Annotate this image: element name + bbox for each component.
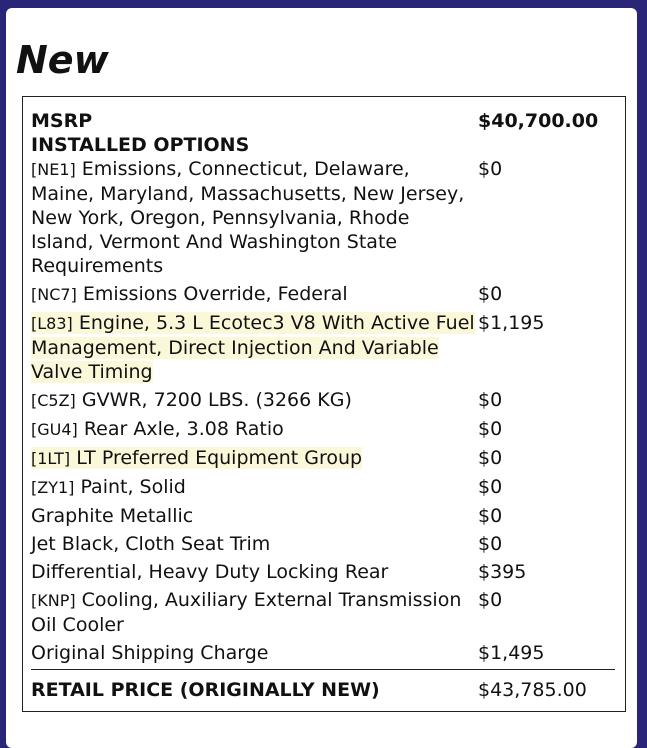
page-title: New: [16, 38, 109, 82]
option-description: [31, 532, 478, 560]
retail-value: $43,785.00: [478, 670, 615, 703]
option-text: [31, 642, 269, 664]
option-text: [31, 312, 475, 383]
option-description: [31, 560, 478, 588]
msrp-value: $40,700.00: [478, 110, 599, 132]
option-text: [31, 389, 352, 411]
option-price: $0: [478, 533, 503, 555]
option-description: [31, 282, 478, 311]
option-description: [31, 157, 478, 282]
option-description: [31, 388, 478, 417]
option-text: [31, 561, 388, 583]
option-row: [31, 588, 615, 641]
option-row: [31, 446, 615, 475]
price-table: [31, 109, 615, 702]
option-code: [NC7]: [31, 285, 77, 304]
option-price: $1,495: [478, 642, 545, 664]
option-row: [31, 417, 615, 446]
option-text: [31, 589, 461, 636]
option-price: $0: [478, 476, 503, 498]
option-price: $0: [478, 158, 503, 180]
option-price: $0: [478, 589, 503, 611]
option-code: [KNP]: [31, 591, 76, 610]
sticker-box: [22, 96, 626, 712]
option-name: Engine, 5.3 L Ecotec3 V8 With Active Fuel Management, Direct Injection And Variable Valve Timing: [31, 312, 475, 383]
option-text: [31, 418, 284, 440]
option-name: Rear Axle, 3.08 Ratio: [83, 418, 284, 440]
option-price: $0: [478, 505, 503, 527]
option-price: $0: [478, 447, 503, 469]
option-description: [31, 588, 478, 641]
option-code: [L83]: [31, 314, 73, 333]
option-name: Cooling, Auxiliary External Transmission Oil Cooler: [31, 589, 462, 636]
option-row: [31, 504, 615, 532]
option-description: [31, 417, 478, 446]
option-row: [31, 157, 615, 282]
option-code: [ZY1]: [31, 478, 75, 497]
option-text: [31, 533, 270, 555]
option-description: [31, 641, 478, 670]
option-description: [31, 446, 478, 475]
option-code: [GU4]: [31, 420, 78, 439]
option-description: [31, 311, 478, 388]
option-text: [31, 283, 348, 305]
option-name: Original Shipping Charge: [31, 642, 269, 664]
retail-row: [31, 670, 615, 703]
option-name: Emissions, Connecticut, Delaware, Maine, Maryland, Massachusetts, New Jersey, New York, Oregon, Pennsylvania, Rhode Island, Vermont And Washington State Requirements: [31, 158, 465, 277]
option-text: [31, 158, 464, 277]
option-row: [31, 311, 615, 388]
option-row: [31, 475, 615, 504]
msrp-label: MSRP: [31, 110, 93, 132]
option-description: [31, 475, 478, 504]
option-price: $0: [478, 418, 503, 440]
option-row: [31, 388, 615, 417]
option-code: [1LT]: [31, 449, 71, 468]
msrp-row: [31, 109, 615, 133]
option-price: $0: [478, 283, 503, 305]
option-price: $0: [478, 389, 503, 411]
option-row: [31, 560, 615, 588]
option-name: Emissions Override, Federal: [82, 283, 348, 305]
window-card: [6, 8, 637, 748]
option-price: $395: [478, 561, 527, 583]
retail-label: RETAIL PRICE (ORIGINALLY NEW): [31, 670, 478, 703]
option-text: [31, 476, 186, 498]
option-row: [31, 532, 615, 560]
installed-options-row: [31, 133, 615, 157]
option-code: [C5Z]: [31, 391, 76, 410]
option-code: [NE1]: [31, 160, 76, 179]
option-text: [31, 505, 193, 527]
option-price: $1,195: [478, 312, 545, 334]
option-row: [31, 282, 615, 311]
option-name: GVWR, 7200 LBS. (3266 KG): [81, 389, 352, 411]
option-name: Differential, Heavy Duty Locking Rear: [31, 561, 389, 583]
option-text: [31, 447, 362, 469]
option-name: Paint, Solid: [80, 476, 186, 498]
option-row: [31, 641, 615, 670]
option-name: LT Preferred Equipment Group: [76, 447, 363, 469]
installed-options-label: INSTALLED OPTIONS: [31, 134, 250, 156]
option-name: Graphite Metallic: [31, 505, 194, 527]
option-name: Jet Black, Cloth Seat Trim: [31, 533, 271, 555]
option-description: [31, 504, 478, 532]
